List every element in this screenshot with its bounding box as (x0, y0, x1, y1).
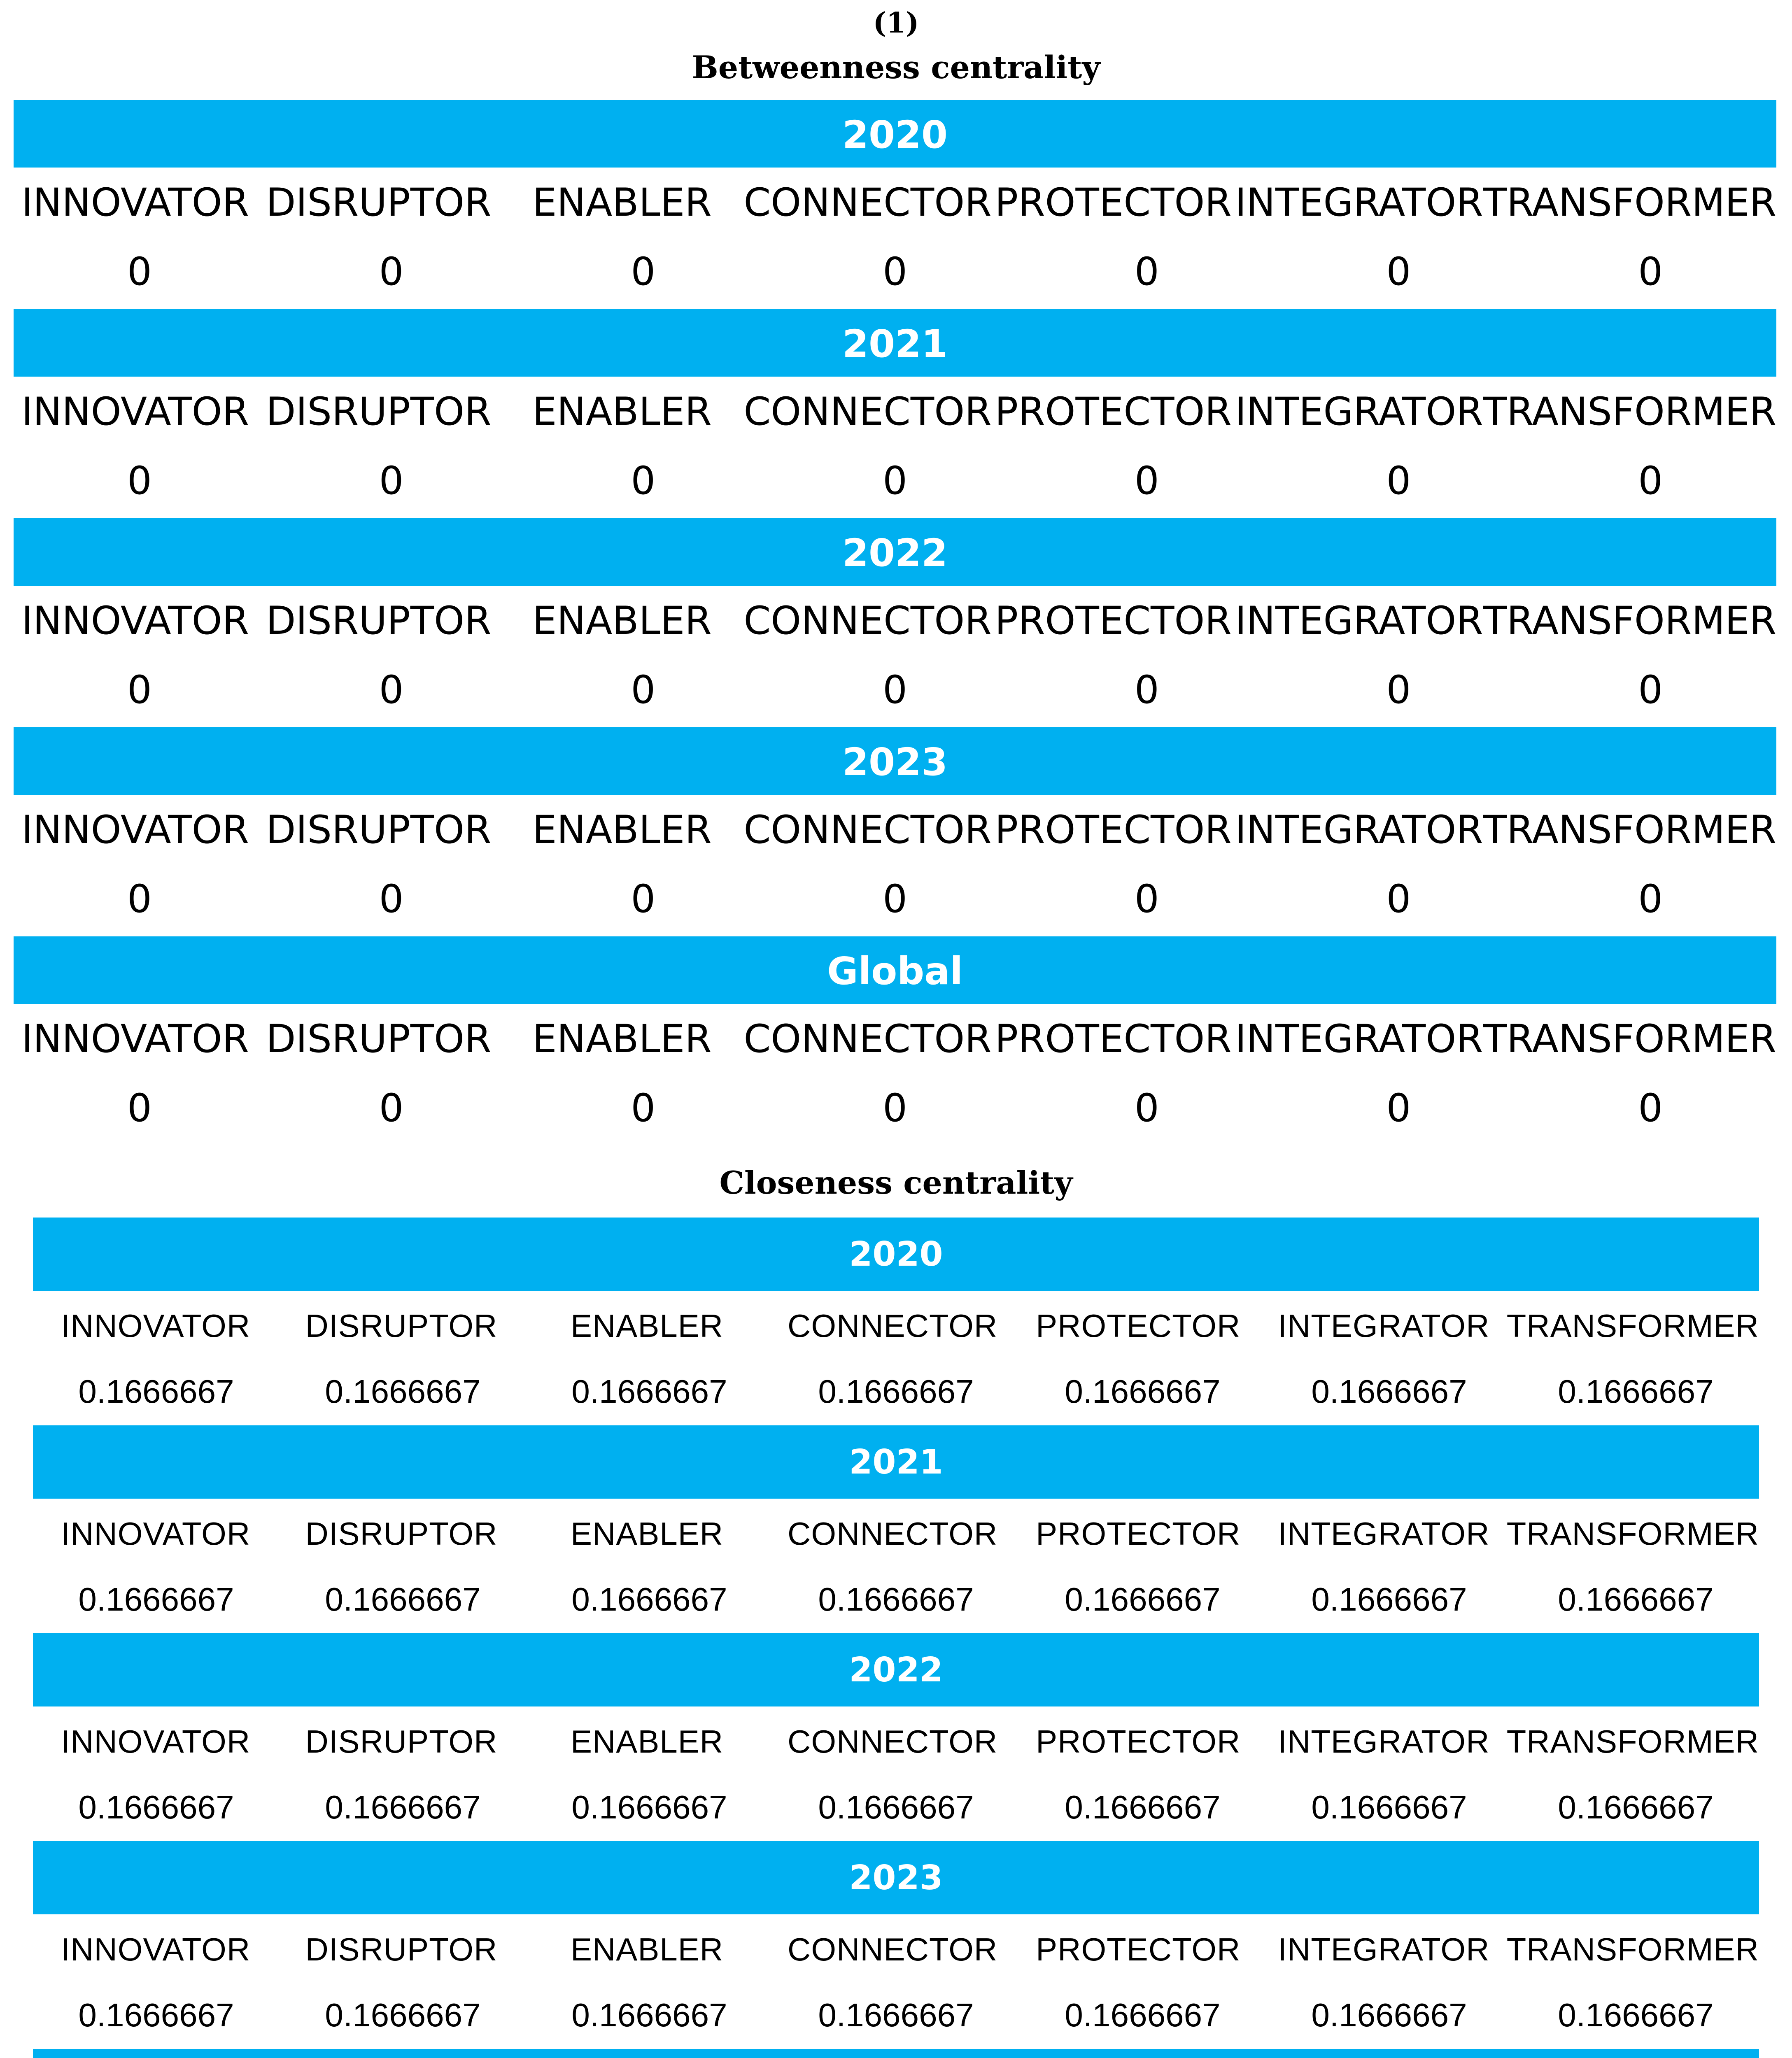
column-header: ENABLER (570, 1723, 724, 1760)
column-header-row (14, 168, 1776, 238)
column-header: INNOVATOR (21, 808, 249, 852)
column-header: ENABLER (570, 1931, 724, 1967)
column-header: CONNECTOR (743, 1017, 992, 1062)
column-header-row (33, 1914, 1759, 1983)
column-header: TRANSFORMER (1483, 598, 1777, 643)
column-header-row (14, 1004, 1776, 1075)
value-cell: 0.1666667 (325, 1997, 481, 2033)
betweenness-block-2021 (14, 309, 1776, 518)
value-cell: 0 (1638, 668, 1663, 712)
value-cell: 0 (379, 249, 404, 294)
value-cell: 0.1666667 (1311, 1581, 1467, 1618)
value-cell: 0 (1386, 459, 1411, 503)
value-cell: 0.1666667 (1558, 1997, 1714, 2033)
value-cell: 0 (127, 459, 152, 503)
betweenness-block-2023 (14, 727, 1776, 936)
value-cell: 0.1666667 (325, 1789, 481, 1825)
value-cell: 0.1666667 (1558, 1373, 1714, 1410)
value-cell: 0 (631, 877, 656, 922)
column-header-row (33, 1291, 1759, 1360)
period-header: 2023 (14, 727, 1776, 795)
value-cell: 0.1666667 (1065, 1581, 1221, 1618)
column-header: ENABLER (532, 180, 712, 225)
value-cell: 0 (379, 459, 404, 503)
value-cell: 0 (1386, 249, 1411, 294)
column-header: CONNECTOR (788, 1723, 998, 1760)
column-header: PROTECTOR (1036, 1516, 1241, 1552)
column-header: PROTECTOR (995, 180, 1232, 225)
column-header-row (14, 795, 1776, 866)
column-header: TRANSFORMER (1506, 1516, 1759, 1552)
column-header: DISRUPTOR (266, 389, 492, 434)
value-row (33, 1360, 1759, 1425)
column-header: PROTECTOR (995, 598, 1232, 643)
value-cell: 0 (631, 249, 656, 294)
column-header: PROTECTOR (995, 1017, 1232, 1062)
value-row (14, 447, 1776, 518)
column-header: INNOVATOR (61, 1308, 251, 1344)
column-header: TRANSFORMER (1483, 1017, 1777, 1062)
column-header: CONNECTOR (743, 598, 992, 643)
period-header: 2020 (14, 100, 1776, 168)
column-header: PROTECTOR (1036, 1931, 1241, 1967)
value-row (14, 866, 1776, 936)
value-cell: 0 (631, 459, 656, 503)
column-header: PROTECTOR (995, 808, 1232, 852)
value-row (14, 238, 1776, 309)
column-header: INTEGRATOR (1235, 598, 1483, 643)
value-cell: 0 (1638, 877, 1663, 922)
betweenness-table (14, 100, 1776, 1145)
value-cell: 0 (127, 877, 152, 922)
value-cell: 0.1666667 (571, 1997, 727, 2033)
closeness-block-2021 (33, 1425, 1759, 1633)
column-header: INTEGRATOR (1278, 1723, 1490, 1760)
value-cell: 0.1666667 (1558, 1789, 1714, 1825)
column-header: INNOVATOR (61, 1516, 251, 1552)
value-row (33, 1775, 1759, 1841)
column-header: TRANSFORMER (1506, 1308, 1759, 1344)
column-header: ENABLER (532, 1017, 712, 1062)
closeness-block-2020 (33, 1218, 1759, 1425)
column-header: DISRUPTOR (305, 1308, 498, 1344)
value-cell: 0 (631, 668, 656, 712)
value-cell: 0 (1134, 459, 1159, 503)
column-header: INNOVATOR (21, 1017, 249, 1062)
period-header: 2022 (33, 1633, 1759, 1706)
value-cell: 0.1666667 (325, 1581, 481, 1618)
column-header: DISRUPTOR (305, 1516, 498, 1552)
betweenness-block-2020 (14, 100, 1776, 309)
value-cell: 0.1666667 (1065, 1373, 1221, 1410)
betweenness-title: Betweenness centrality (692, 49, 1100, 86)
column-header: DISRUPTOR (266, 598, 492, 643)
value-cell: 0.1666667 (818, 1373, 974, 1410)
column-header: DISRUPTOR (305, 1931, 498, 1967)
column-header-row (14, 586, 1776, 657)
column-header: ENABLER (570, 1308, 724, 1344)
column-header: TRANSFORMER (1483, 808, 1777, 852)
value-cell: 0 (1386, 1086, 1411, 1131)
value-cell: 0.1666667 (1311, 1789, 1467, 1825)
value-cell: 0 (379, 668, 404, 712)
value-cell: 0 (379, 1086, 404, 1131)
column-header: INTEGRATOR (1235, 808, 1483, 852)
value-cell: 0 (883, 668, 907, 712)
column-header: CONNECTOR (788, 1516, 998, 1552)
value-cell: 0.1666667 (571, 1581, 727, 1618)
closeness-block-2022 (33, 1633, 1759, 1841)
column-header: DISRUPTOR (266, 1017, 492, 1062)
value-cell: 0.1666667 (1311, 1373, 1467, 1410)
value-cell: 0.1666667 (325, 1373, 481, 1410)
column-header: CONNECTOR (743, 180, 992, 225)
column-header: TRANSFORMER (1506, 1723, 1759, 1760)
figure-label: (1) (873, 7, 919, 40)
column-header: DISRUPTOR (266, 808, 492, 852)
column-header-row (14, 377, 1776, 447)
value-cell: 0.1666667 (818, 1997, 974, 2033)
value-cell: 0 (127, 668, 152, 712)
column-header-row (33, 1499, 1759, 1567)
betweenness-block-2022 (14, 518, 1776, 727)
column-header-row (33, 1706, 1759, 1775)
betweenness-block-global (14, 936, 1776, 1145)
value-cell: 0 (1386, 877, 1411, 922)
column-header: ENABLER (532, 598, 712, 643)
period-header: 2022 (14, 518, 1776, 586)
column-header: INTEGRATOR (1278, 1308, 1490, 1344)
closeness-title: Closeness centrality (719, 1164, 1073, 1201)
column-header: INTEGRATOR (1235, 389, 1483, 434)
value-row (14, 657, 1776, 727)
value-cell: 0.1666667 (818, 1581, 974, 1618)
value-cell: 0 (883, 1086, 907, 1131)
period-header: Global (14, 936, 1776, 1004)
value-cell: 0 (1134, 877, 1159, 922)
closeness-block-global (33, 2049, 1759, 2058)
column-header: TRANSFORMER (1483, 389, 1777, 434)
value-cell: 0.1666667 (78, 1997, 234, 2033)
period-header: 2020 (33, 1218, 1759, 1291)
column-header: INNOVATOR (61, 1723, 251, 1760)
column-header: CONNECTOR (788, 1308, 998, 1344)
column-header: CONNECTOR (743, 389, 992, 434)
value-cell: 0 (883, 459, 907, 503)
period-header: 2023 (33, 1841, 1759, 1914)
column-header: PROTECTOR (1036, 1308, 1241, 1344)
value-cell: 0.1666667 (571, 1789, 727, 1825)
column-header: INTEGRATOR (1235, 180, 1483, 225)
value-cell: 0.1666667 (1065, 1789, 1221, 1825)
column-header: INNOVATOR (21, 180, 249, 225)
value-cell: 0 (1386, 668, 1411, 712)
column-header: PROTECTOR (1036, 1723, 1241, 1760)
period-header: 2021 (33, 1425, 1759, 1499)
column-header: INTEGRATOR (1278, 1516, 1490, 1552)
column-header: INNOVATOR (61, 1931, 251, 1967)
column-header: ENABLER (532, 808, 712, 852)
value-cell: 0 (1638, 1086, 1663, 1131)
value-cell: 0 (1134, 249, 1159, 294)
column-header: DISRUPTOR (305, 1723, 498, 1760)
period-header: 2021 (14, 309, 1776, 377)
value-cell: 0 (127, 1086, 152, 1131)
column-header: TRANSFORMER (1483, 180, 1777, 225)
value-row (33, 1983, 1759, 2049)
value-cell: 0 (1638, 459, 1663, 503)
value-cell: 0.1666667 (571, 1373, 727, 1410)
column-header: PROTECTOR (995, 389, 1232, 434)
column-header: INTEGRATOR (1235, 1017, 1483, 1062)
column-header: TRANSFORMER (1506, 1931, 1759, 1967)
value-cell: 0.1666667 (1065, 1997, 1221, 2033)
value-cell: 0 (883, 249, 907, 294)
column-header: INTEGRATOR (1278, 1931, 1490, 1967)
value-cell: 0.1666667 (1558, 1581, 1714, 1618)
value-cell: 0.1666667 (78, 1373, 234, 1410)
column-header: ENABLER (570, 1516, 724, 1552)
column-header: ENABLER (532, 389, 712, 434)
value-cell: 0 (631, 1086, 656, 1131)
closeness-block-2023 (33, 1841, 1759, 2049)
value-cell: 0 (379, 877, 404, 922)
column-header: INNOVATOR (21, 389, 249, 434)
period-header (33, 2049, 1759, 2058)
value-row (33, 1567, 1759, 1633)
column-header: DISRUPTOR (266, 180, 492, 225)
value-cell: 0 (883, 877, 907, 922)
value-cell: 0 (127, 249, 152, 294)
value-cell: 0 (1134, 668, 1159, 712)
column-header: CONNECTOR (788, 1931, 998, 1967)
value-cell: 0.1666667 (818, 1789, 974, 1825)
value-cell: 0 (1134, 1086, 1159, 1131)
value-row (14, 1075, 1776, 1145)
value-cell: 0.1666667 (78, 1789, 234, 1825)
value-cell: 0.1666667 (78, 1581, 234, 1618)
column-header: INNOVATOR (21, 598, 249, 643)
value-cell: 0.1666667 (1311, 1997, 1467, 2033)
closeness-table (33, 1218, 1759, 2058)
value-cell: 0 (1638, 249, 1663, 294)
column-header: CONNECTOR (743, 808, 992, 852)
